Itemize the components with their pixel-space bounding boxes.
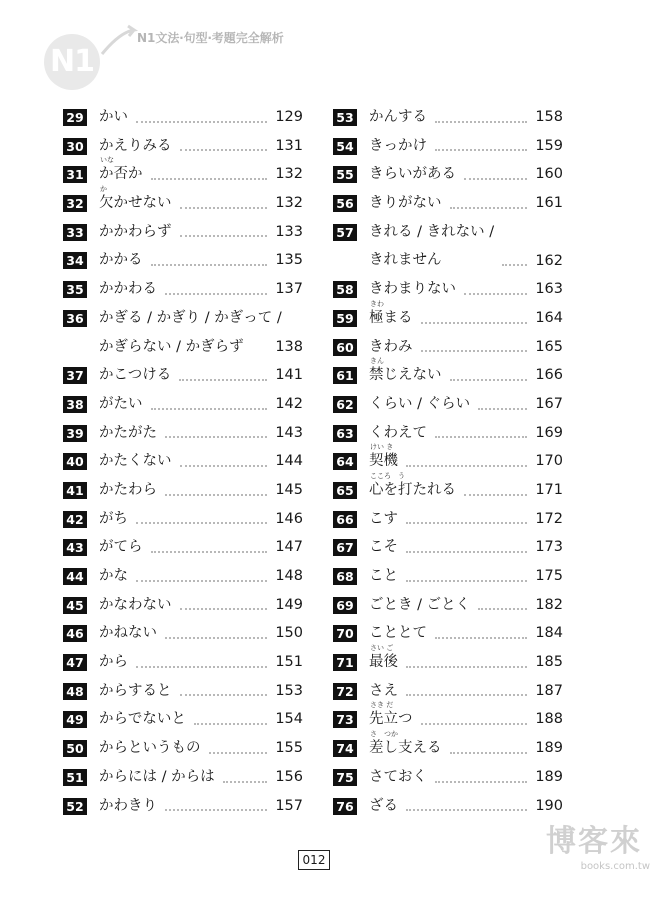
entry-title: さておく: [369, 768, 427, 785]
entry-number-badge: 34: [63, 252, 87, 269]
entry-title: かねない: [99, 625, 157, 642]
dot-leader: [180, 694, 268, 696]
dot-leader: [435, 436, 527, 438]
dot-leader: [435, 781, 527, 783]
dot-leader: [502, 264, 527, 266]
entry-title: がたい: [99, 395, 143, 412]
entry-number-badge: 75: [333, 769, 357, 786]
furigana: きん: [370, 357, 384, 366]
toc-entry[interactable]: [63, 103, 303, 132]
entry-number-badge: 51: [63, 769, 87, 786]
toc-entry[interactable]: [333, 701, 563, 734]
dot-leader: [406, 694, 527, 696]
entry-number-badge: 36: [63, 310, 87, 327]
entry-number-badge: 58: [333, 281, 357, 298]
furigana: さい ご: [370, 644, 394, 653]
entry-title: がてら: [99, 539, 143, 556]
entry-page-number: 166: [535, 367, 563, 384]
entry-page-number: 184: [535, 625, 563, 642]
toc-entry[interactable]: [63, 185, 303, 218]
dot-leader: [450, 379, 528, 381]
toc-entry[interactable]: [333, 132, 563, 161]
dot-leader: [180, 235, 268, 237]
entry-number-badge: 33: [63, 224, 87, 241]
toc-entry[interactable]: [333, 505, 563, 534]
entry-page-number: 158: [535, 109, 563, 125]
entry-title: 極まる: [369, 309, 413, 326]
toc-entry[interactable]: [333, 333, 563, 362]
toc-entry[interactable]: [63, 705, 303, 734]
entry-title: からでないと: [99, 711, 186, 728]
dot-leader: [421, 350, 528, 352]
dot-leader: [406, 809, 527, 811]
entry-title: 欠かせない: [99, 195, 172, 212]
entry-title: かこつける: [99, 367, 172, 384]
entry-page-number: 161: [535, 195, 563, 212]
toc-entry[interactable]: [333, 103, 563, 132]
toc-entry[interactable]: [63, 677, 303, 706]
entry-number-badge: 65: [333, 482, 357, 499]
dot-leader: [165, 293, 267, 295]
toc-entry[interactable]: [63, 218, 303, 247]
entry-number-badge: 40: [63, 453, 87, 470]
entry-number-badge: 29: [63, 109, 87, 126]
dot-leader: [223, 781, 268, 783]
dot-leader: [180, 149, 268, 151]
dot-leader: [165, 494, 267, 496]
entry-title: から: [99, 654, 128, 671]
entry-number-badge: 48: [63, 683, 87, 700]
entry-page-number: 132: [275, 195, 303, 212]
entry-page-number: 141: [275, 367, 303, 384]
dot-leader: [165, 436, 267, 438]
dot-leader: [464, 178, 527, 180]
entry-page-number: 150: [275, 625, 303, 642]
entry-number-badge: 73: [333, 711, 357, 728]
dot-leader: [136, 522, 267, 524]
dot-leader: [180, 608, 268, 610]
entry-title: ごとき / ごとく: [369, 596, 471, 613]
entry-page-number: 169: [535, 424, 563, 441]
dot-leader: [406, 522, 527, 524]
dot-leader: [450, 752, 528, 754]
furigana: いな: [100, 156, 114, 165]
entry-title: かい: [99, 109, 128, 125]
entry-title: きらいがある: [369, 166, 456, 183]
entry-number-badge: 69: [333, 597, 357, 614]
entry-title-line1: かぎる / かぎり / かぎって /: [99, 309, 282, 326]
entry-title: 先立つ: [369, 711, 413, 728]
entry-number-badge: 74: [333, 740, 357, 757]
dot-leader: [406, 551, 527, 553]
entry-title: からすると: [99, 682, 172, 699]
dot-leader: [478, 408, 527, 410]
toc-entry[interactable]: [63, 648, 303, 677]
dot-leader: [180, 207, 268, 209]
toc-entry[interactable]: [333, 619, 563, 648]
entry-page-number: 187: [535, 682, 563, 699]
page-number: 012: [298, 850, 330, 870]
entry-number-badge: 41: [63, 482, 87, 499]
entry-number-badge: 63: [333, 425, 357, 442]
entry-page-number: 165: [535, 338, 563, 355]
toc-entry[interactable]: [63, 619, 303, 648]
entry-title: かかわらず: [99, 223, 172, 240]
entry-title: きりがない: [369, 195, 442, 212]
dot-leader: [136, 666, 267, 668]
toc-entry[interactable]: [333, 533, 563, 562]
entry-title: こす: [369, 510, 398, 527]
furigana: か: [100, 185, 107, 194]
dot-leader: [421, 723, 528, 725]
toc-entry[interactable]: [333, 275, 563, 304]
dot-leader: [151, 408, 268, 410]
entry-number-badge: 71: [333, 654, 357, 671]
entry-page-number: 172: [535, 510, 563, 527]
page-header: [44, 24, 364, 94]
dot-leader: [165, 809, 267, 811]
dot-leader: [435, 121, 527, 123]
entry-number-badge: 31: [63, 166, 87, 183]
toc-entry[interactable]: [333, 357, 563, 390]
entry-title: こそ: [369, 539, 398, 556]
toc-entry[interactable]: [63, 361, 303, 390]
toc-entry[interactable]: [63, 390, 303, 419]
entry-number-badge: 38: [63, 396, 87, 413]
dot-leader: [194, 723, 267, 725]
dot-leader: [464, 494, 527, 496]
dot-leader: [435, 149, 527, 151]
entry-title: きわまりない: [369, 281, 456, 298]
entry-number-badge: 60: [333, 339, 357, 356]
toc-entry[interactable]: [333, 591, 563, 620]
furigana: さき だ: [370, 701, 394, 710]
entry-number-badge: 55: [333, 166, 357, 183]
entry-number-badge: 66: [333, 511, 357, 528]
entry-number-badge: 39: [63, 425, 87, 442]
dot-leader: [151, 264, 268, 266]
entry-title: さえ: [369, 682, 398, 699]
dot-leader: [165, 637, 267, 639]
dot-leader: [478, 608, 527, 610]
entry-number-badge: 72: [333, 683, 357, 700]
entry-page-number: 190: [535, 797, 563, 814]
entry-title: かかる: [99, 252, 143, 269]
toc-entry[interactable]: [63, 447, 303, 476]
toc-entry[interactable]: [63, 476, 303, 505]
toc-entry[interactable]: [63, 132, 303, 161]
toc-entry[interactable]: [333, 792, 563, 821]
entry-title: くらい / ぐらい: [369, 395, 471, 412]
entry-number-badge: 49: [63, 711, 87, 728]
toc-entry[interactable]: [333, 160, 563, 189]
entry-page-number: 171: [535, 481, 563, 498]
entry-number-badge: 62: [333, 396, 357, 413]
toc-entry[interactable]: [63, 533, 303, 562]
entry-title: こと: [369, 568, 398, 585]
entry-page-number: 188: [535, 711, 563, 728]
toc-entry[interactable]: [63, 591, 303, 620]
entry-title: こととて: [369, 625, 427, 642]
entry-number-badge: 64: [333, 453, 357, 470]
toc-entry[interactable]: [63, 505, 303, 534]
toc-entry[interactable]: [63, 734, 303, 763]
toc-entry[interactable]: [63, 562, 303, 591]
entry-page-number: 129: [275, 109, 303, 125]
entry-page-number: 144: [275, 453, 303, 470]
entry-page-number: 137: [275, 281, 303, 298]
entry-number-badge: 47: [63, 654, 87, 671]
entry-title: ざる: [369, 797, 398, 814]
entry-number-badge: 42: [63, 511, 87, 528]
entry-number-badge: 44: [63, 568, 87, 585]
toc-entry[interactable]: [333, 730, 563, 763]
entry-title: がち: [99, 510, 128, 527]
entry-title-line2: きれません: [369, 252, 442, 269]
entry-number-badge: 70: [333, 625, 357, 642]
toc-entry[interactable]: [333, 471, 563, 505]
toc-entry[interactable]: [63, 419, 303, 448]
entry-number-badge: 35: [63, 281, 87, 298]
dot-leader: [180, 465, 268, 467]
entry-title: [99, 304, 282, 361]
furigana: きわ: [370, 299, 384, 308]
entry-title: かたわら: [99, 481, 157, 498]
entry-page-number: 149: [275, 596, 303, 613]
watermark-logo: [538, 790, 658, 890]
toc-entry[interactable]: [333, 218, 563, 275]
furigana: けい き: [370, 443, 394, 452]
entry-page-number: 167: [535, 395, 563, 412]
entry-page-number: 156: [275, 768, 303, 785]
entry-number-badge: 53: [333, 109, 357, 126]
watermark-url: books.com.tw: [580, 861, 650, 872]
entry-title: かわきり: [99, 797, 157, 814]
entry-page-number: 157: [275, 797, 303, 814]
entry-title: 差し支える: [369, 740, 442, 757]
entry-page-number: 142: [275, 395, 303, 412]
entry-title: [369, 218, 494, 275]
entry-page-number: 170: [535, 453, 563, 470]
entry-page-number: 147: [275, 539, 303, 556]
toc-entry[interactable]: [333, 443, 563, 476]
n1-logo: N1: [44, 34, 100, 90]
entry-page-number: 164: [535, 309, 563, 326]
toc-entry[interactable]: [333, 299, 563, 333]
toc-entry[interactable]: [333, 644, 563, 677]
dot-leader: [209, 752, 268, 754]
entry-title: かえりみる: [99, 137, 172, 154]
entry-page-number: 143: [275, 424, 303, 441]
dot-leader: [450, 207, 528, 209]
entry-page-number: 175: [535, 568, 563, 585]
toc-entry[interactable]: [333, 677, 563, 706]
dot-leader: [179, 379, 267, 381]
entry-title: からには / からは: [99, 768, 215, 785]
entry-number-badge: 52: [63, 798, 87, 815]
entry-page-number: 133: [275, 223, 303, 240]
toc-entry[interactable]: [333, 562, 563, 591]
entry-page-number: 145: [275, 481, 303, 498]
entry-title: くわえて: [369, 424, 427, 441]
dot-leader: [151, 178, 268, 180]
entry-page-number: 162: [535, 253, 563, 270]
entry-title: かたがた: [99, 424, 157, 441]
toc-entry[interactable]: [333, 189, 563, 218]
dot-leader: [136, 121, 267, 123]
dot-leader: [151, 551, 268, 553]
entry-page-number: 131: [275, 137, 303, 154]
entry-title: からというもの: [99, 740, 201, 757]
toc-right-column: [333, 103, 563, 820]
dot-leader: [421, 322, 528, 324]
entry-title: 禁じえない: [369, 367, 442, 384]
entry-title: かかわる: [99, 281, 157, 298]
entry-title: かなわない: [99, 596, 172, 613]
entry-title: かたくない: [99, 453, 172, 470]
entry-page-number: 135: [275, 252, 303, 269]
entry-number-badge: 46: [63, 625, 87, 642]
toc-entry[interactable]: [63, 275, 303, 304]
toc-entry[interactable]: [333, 763, 563, 792]
toc-entry[interactable]: [63, 792, 303, 821]
entry-page-number: 173: [535, 539, 563, 556]
entry-number-badge: 56: [333, 195, 357, 212]
entry-page-number: 182: [535, 596, 563, 613]
entry-page-number: 154: [275, 711, 303, 728]
dot-leader: [435, 637, 527, 639]
watermark-text: 博客來: [546, 824, 642, 859]
entry-title-line2: かぎらない / かぎらず: [99, 338, 244, 355]
entry-number-badge: 76: [333, 798, 357, 815]
toc-entry[interactable]: [63, 304, 303, 361]
entry-number-badge: 57: [333, 224, 357, 241]
dot-leader: [136, 580, 267, 582]
book-title: N1文法‧句型‧考題完全解析: [137, 31, 284, 45]
entry-page-number: 151: [275, 654, 303, 671]
arrow-icon: [100, 24, 140, 64]
toc-left-column: [63, 103, 303, 820]
dot-leader: [406, 465, 527, 467]
entry-number-badge: 68: [333, 568, 357, 585]
toc-entry[interactable]: [333, 419, 563, 448]
dot-leader: [406, 666, 527, 668]
entry-page-number: 163: [535, 281, 563, 298]
entry-title: か否か: [99, 166, 143, 183]
entry-page-number: 189: [535, 768, 563, 785]
entry-page-number: 146: [275, 510, 303, 527]
entry-page-number: 138: [275, 339, 303, 356]
entry-number-badge: 43: [63, 539, 87, 556]
entry-title: きわみ: [369, 338, 413, 355]
entry-number-badge: 59: [333, 310, 357, 327]
furigana: こころ う: [370, 471, 405, 480]
entry-page-number: 159: [535, 137, 563, 154]
entry-number-badge: 50: [63, 740, 87, 757]
entry-title: かんする: [369, 109, 427, 125]
entry-number-badge: 30: [63, 138, 87, 155]
entry-page-number: 189: [535, 740, 563, 757]
entry-page-number: 148: [275, 568, 303, 585]
toc-entry[interactable]: [63, 763, 303, 792]
entry-page-number: 155: [275, 740, 303, 757]
dot-leader: [464, 293, 527, 295]
entry-number-badge: 45: [63, 597, 87, 614]
entry-number-badge: 61: [333, 367, 357, 384]
toc-entry[interactable]: [63, 156, 303, 189]
entry-page-number: 132: [275, 166, 303, 183]
entry-page-number: 160: [535, 166, 563, 183]
dot-leader: [406, 580, 527, 582]
entry-title: 心を打たれる: [369, 481, 456, 498]
entry-title: きっかけ: [369, 137, 427, 154]
entry-title: かな: [99, 568, 128, 585]
entry-number-badge: 32: [63, 195, 87, 212]
furigana: さ つか: [370, 730, 398, 739]
entry-page-number: 153: [275, 682, 303, 699]
entry-page-number: 185: [535, 654, 563, 671]
entry-title-line1: きれる / きれない /: [369, 223, 495, 240]
entry-number-badge: 37: [63, 367, 87, 384]
toc-entry[interactable]: [63, 246, 303, 275]
entry-number-badge: 54: [333, 138, 357, 155]
entry-title: 最後: [369, 654, 398, 671]
entry-title: 契機: [369, 453, 398, 470]
entry-number-badge: 67: [333, 539, 357, 556]
toc-entry[interactable]: [333, 390, 563, 419]
